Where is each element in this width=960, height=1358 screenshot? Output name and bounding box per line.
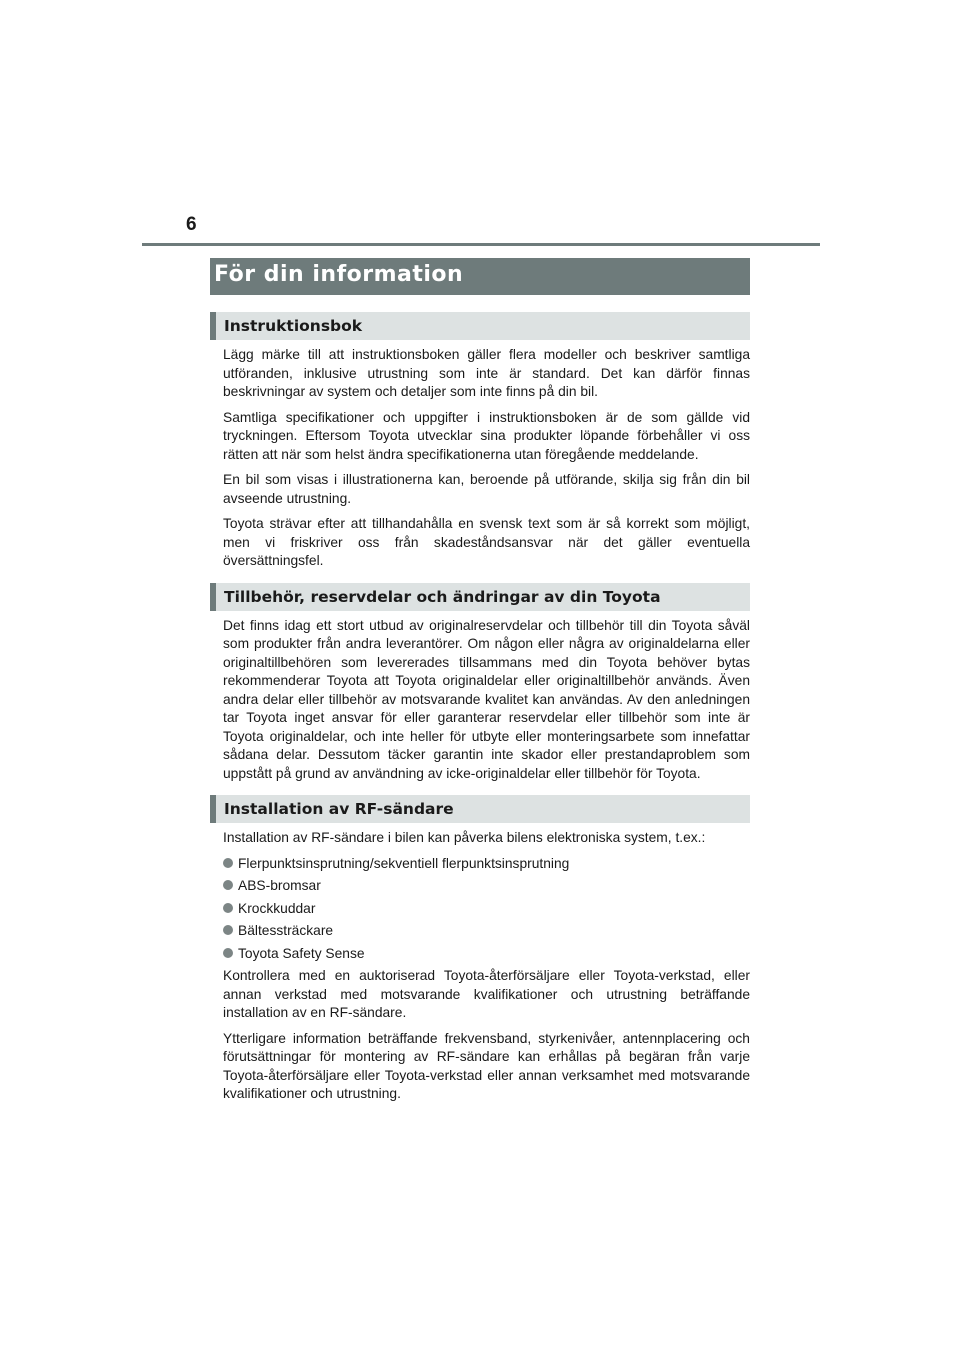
paragraph: Ytterligare information beträffande frekvensband, styrkenivåer, antennplacering och förutsättningar för montering av RF-sändare kan erhållas på begäran från varje Toyota-återförsäljare eller Toyota-verkstad eller annan verksamhet med motsvarande kvalifikationer och utrustning. xyxy=(223,1030,750,1101)
bullet-dot-icon xyxy=(223,903,233,913)
paragraph-intro: Installation av RF-sändare i bilen kan påverka bilens elektroniska system, t.ex.: xyxy=(223,830,706,845)
header-rule xyxy=(142,243,820,246)
section-heading-bar xyxy=(210,312,750,340)
chapter-title: För din information xyxy=(214,262,464,287)
list-item xyxy=(223,877,750,895)
section-heading: Instruktionsbok xyxy=(224,317,363,335)
paragraph: Toyota strävar efter att tillhandahålla en svensk text som är så korrekt som möjligt, men vi friskriver oss från skadeståndsansvar när det gäller eventuella översättningsfel. xyxy=(223,516,750,568)
bullet-dot-icon xyxy=(223,948,233,958)
paragraph: Det finns idag ett stort utbud av originalreservdelar och tillbehör till din Toyota såväl som produkter från andra leverantörer. Om någon eller några av originaldelarna eller originaltillbehören som levererades tillsammans med din Toyota behöver bytas rekommenderar Toyota att Toyota originaldelar eller originaltillbehör används. Även andra delar eller tillbehör av motsvarande kvalitet kan användas. Av den anledningen tar Toyota inget ansvar för eller garanterar reservdelar eller tillbehör som inte är Toyota originaldelar, och inte heller för utbyte eller monteringsarbete som innefattar sådana delar. Dessutom täcker garantin inte skador eller prestandaproblem som uppstått på grund av användning av icke-originaldelar eller tillbehör för Toyota. xyxy=(223,617,750,781)
section-heading: Installation av RF-sändare xyxy=(224,800,454,818)
bullet-dot-icon xyxy=(223,858,233,868)
list-item-text: Bältessträckare xyxy=(238,923,334,938)
page-number: 6 xyxy=(186,214,197,235)
page-content xyxy=(210,312,750,1116)
list-item-text: ABS-bromsar xyxy=(238,878,321,893)
list-item xyxy=(223,922,750,940)
chapter-banner xyxy=(210,258,750,295)
list-item-text: Toyota Safety Sense xyxy=(238,945,365,961)
paragraph: Kontrollera med en auktoriserad Toyota-återförsäljare eller Toyota-verkstad, eller annan verkstad med motsvarande kvalifikationer och utrustning beträffande installation av en RF-sändare. xyxy=(223,968,750,1020)
section-heading-bar xyxy=(210,583,750,611)
list-item xyxy=(223,855,750,873)
list-item-text: Flerpunktsinsprutning/sekventiell flerpunktsinsprutning xyxy=(238,855,570,871)
paragraph: Samtliga specifikationer och uppgifter i instruktionsboken är de som gällde vid tryckningen. Eftersom Toyota utvecklar sina produkter löpande förbehåller vi oss rätten att när som helst ändra specifikationerna utan föregående meddelande. xyxy=(223,409,750,462)
section-instruktionsbok xyxy=(210,312,750,571)
list-item-text: Krockkuddar xyxy=(238,900,316,916)
section-heading-bar xyxy=(210,795,750,823)
list-item xyxy=(223,900,750,918)
paragraph: En bil som visas i illustrationerna kan, beroende på utförande, skilja sig från din bil avseende utrustning. xyxy=(223,472,750,506)
paragraph: Lägg märke till att instruktionsboken gäller flera modeller och beskriver samtliga utföranden, inklusive utrustning som inte är standard. Det kan därför finnas beskrivningar av system och detaljer som inte finns på din bil. xyxy=(223,347,750,399)
section-tillbehor xyxy=(210,583,750,784)
list-item xyxy=(223,945,750,963)
section-heading: Tillbehör, reservdelar och ändringar av din Toyota xyxy=(224,587,661,606)
bullet-dot-icon xyxy=(223,880,233,890)
bullet-dot-icon xyxy=(223,925,233,935)
section-rf-sandare xyxy=(210,795,750,1104)
